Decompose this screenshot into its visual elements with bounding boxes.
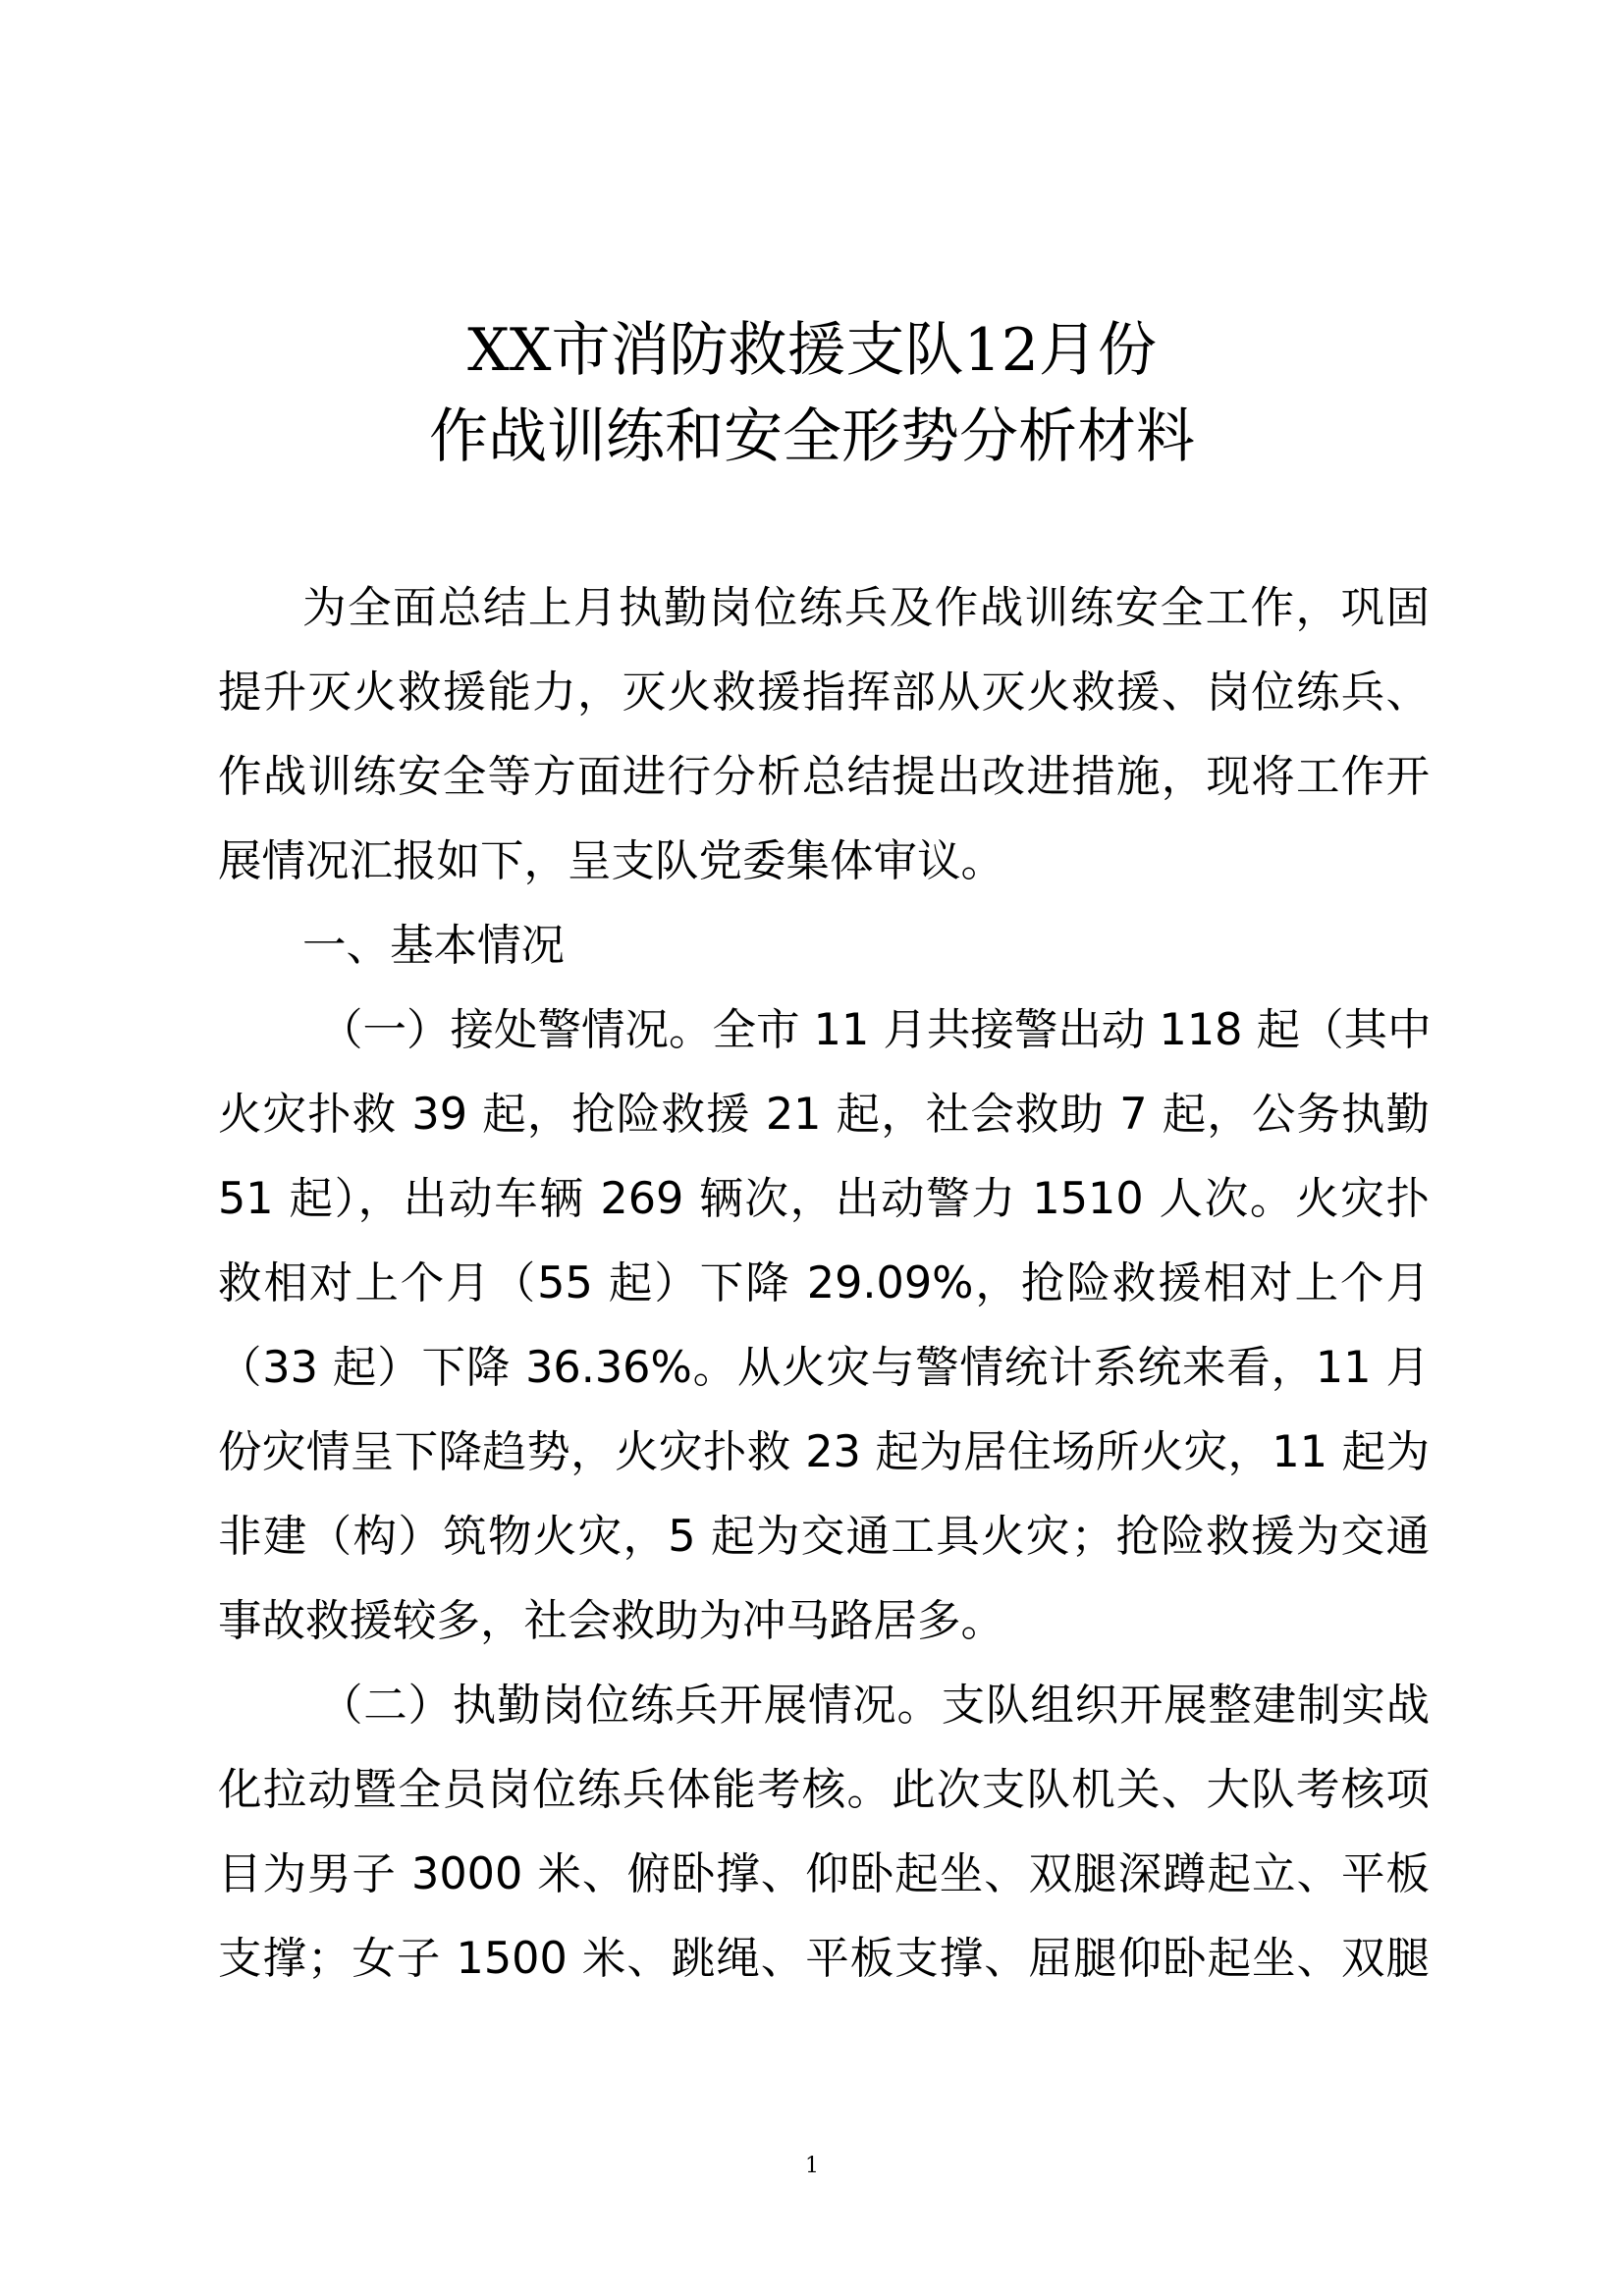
- body-line: 目为男子 3000 米、俯卧撑、仰卧起坐、双腿深蹲起立、平板: [218, 1849, 1430, 1899]
- title-suffix: 月份: [1038, 316, 1157, 385]
- page-number: 1: [805, 2154, 819, 2178]
- body-line: 提升灭火救援能力，灭火救援指挥部从灭火救援、岗位练兵、: [218, 667, 1430, 718]
- title-middle: 市消防救援支队: [551, 316, 964, 385]
- title-prefix: XX: [467, 316, 552, 385]
- body-line: （33 起）下降 36.36%。从火灾与警情统计系统来看，11 月: [218, 1343, 1430, 1393]
- section-heading: 一、基本情况: [302, 921, 566, 971]
- body-line: （一）接处警情况。全市 11 月共接警出动 118 起（其中: [319, 1005, 1432, 1055]
- body-line: 份灾情呈下降趋势，火灾扑救 23 起为居住场所火灾，11 起为: [218, 1427, 1430, 1477]
- body-line: 支撑；女子 1500 米、跳绳、平板支撑、屈腿仰卧起坐、双腿: [218, 1934, 1430, 1984]
- document-title-line-1: [0, 316, 1624, 385]
- body-line: 火灾扑救 39 起，抢险救援 21 起，社会救助 7 起，公务执勤: [218, 1090, 1430, 1140]
- body-line: 为全面总结上月执勤岗位练兵及作战训练安全工作，巩固: [302, 583, 1430, 633]
- body-line: 救相对上个月（55 起）下降 29.09%，抢险救援相对上个月: [218, 1258, 1430, 1308]
- body-line: 作战训练安全等方面进行分析总结提出改进措施，现将工作开: [218, 752, 1430, 802]
- body-line: 51 起），出动车辆 269 辆次，出动警力 1510 人次。火灾扑: [218, 1174, 1430, 1224]
- body-line: 事故救援较多，社会救助为冲马路居多。: [218, 1596, 1005, 1646]
- body-line: 化拉动暨全员岗位练兵体能考核。此次支队机关、大队考核项: [218, 1765, 1430, 1815]
- title-number: 12: [963, 316, 1039, 385]
- body-line: （二）执勤岗位练兵开展情况。支队组织开展整建制实战: [319, 1681, 1430, 1731]
- document-title-line-2: 作战训练和安全形势分析材料: [429, 402, 1195, 471]
- body-line: 非建（构）筑物火灾，5 起为交通工具火灾；抢险救援为交通: [218, 1512, 1430, 1562]
- body-line: 展情况汇报如下，呈支队党委集体审议。: [218, 836, 1005, 886]
